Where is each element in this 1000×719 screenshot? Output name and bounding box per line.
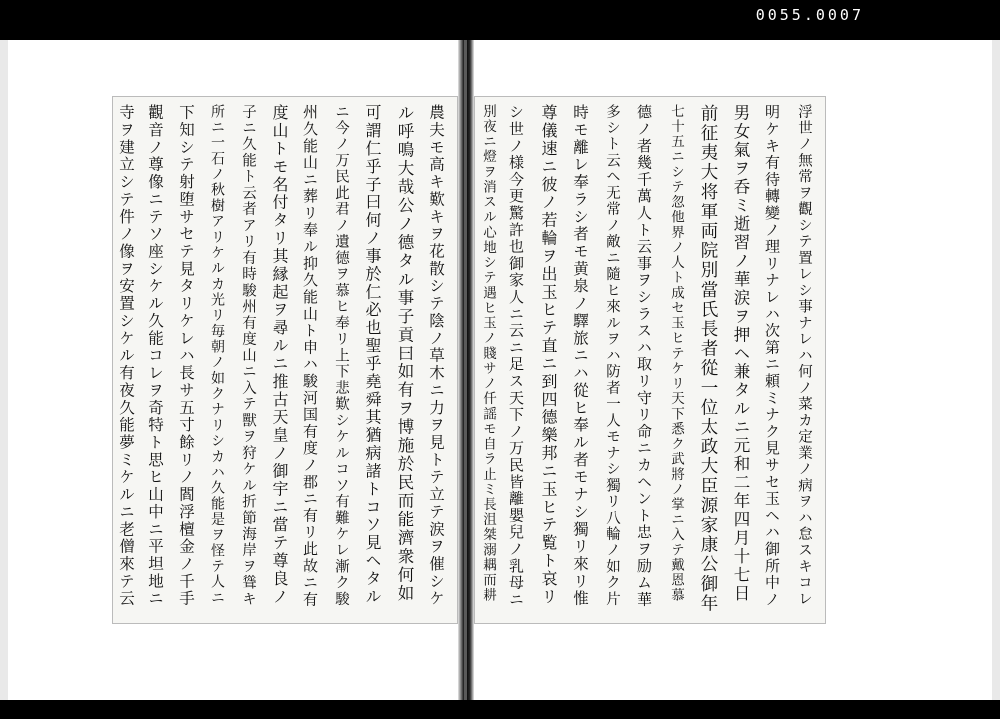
text-column: 七十五ニシテ忽他界ノ人ト成セ玉ヒテケリ天下悉ク武將ノ掌ニ入テ戴恩慕 xyxy=(668,104,684,603)
text-column: シ世ノ様今更驚許也御家人ニ云ニ足ス天下ノ万民皆離嬰兒ノ乳母ニ xyxy=(507,104,525,608)
text-column: 所ニ一石ノ秋樹アリケルカ光リ毎朝ノ如クナリシカハ久能是ヲ怪テ人ニ xyxy=(209,104,225,606)
text-column: 寺ヲ建立シテ件ノ像ヲ安置シケル有夜久能夢ミケルニ老僧來テ云 xyxy=(117,104,135,608)
frame-number: 0055.0007 xyxy=(755,6,864,24)
film-edge-right xyxy=(992,40,1000,700)
text-column: 別夜ニ燈ヲ消スル心地シテ遇ヒ玉ノ賤サノ仟謡モ自ラ止ミ長沮桀溺耦而耕 xyxy=(480,104,496,603)
text-column: 尊儀速ニ彼ノ若輪ヲ出玉ヒテ直ニ到四德樂邦ニ玉ヒテ覧ト哀リ xyxy=(539,104,558,606)
text-column: ル呼鳴大哉公ノ德タル事子貢曰如有ヲ博施於民而能濟衆何如 xyxy=(395,104,414,603)
text-column: 下知シテ射堕サセテ見タリケレハ長サ五寸餘リノ閻浮檀金ノ千手 xyxy=(177,104,195,608)
text-column: 農夫モ高キ歎キヲ花散シテ陰ノ草木ニ力ヲ見トテ立テ涙ヲ催シケ xyxy=(427,104,445,608)
text-column: 男女氣ヲ呑ミ逝習ノ華涙ヲ押ヘ兼タルニ元和二年四月十七日 xyxy=(731,104,750,603)
film-edge-left xyxy=(0,40,8,700)
book-binding xyxy=(458,40,474,700)
right-page xyxy=(474,96,826,624)
text-column: 可謂仁乎子曰何ノ事於仁必也聖乎堯舜其猶病諸トコソ見ヘタル xyxy=(363,104,382,606)
text-column: 時モ離レ奉ラシ者モ黄泉ノ驛旅ニハ從ヒ奉ル者モナシ獨リ來リ惟 xyxy=(571,104,589,608)
text-column: 觀音ノ尊像ニテソ座シケル久能コレヲ奇特ト思ヒ山中ニ平坦地ニ xyxy=(146,104,164,608)
text-column: 明ケキ有待轉變ノ理リナレハ次第ニ頼ミナク見サセ玉ヘハ御所中ノ xyxy=(763,104,781,608)
text-column: 前征夷大将軍両院別當氏長者從一位太政大臣源家康公御年 xyxy=(698,104,718,614)
text-column: 多シト云ヘ无常ノ敵ニ隨ヒ來ルヲハ防者一人モナシ獨リ八輪ノ如ク片 xyxy=(604,104,620,608)
text-column: 德ノ者幾千萬人ト云事ヲシラスハ取リ守リ命ニカヘント忠ヲ励ム華 xyxy=(635,104,653,608)
text-column: 度山トモ名付タリ其縁起ヲ尋ルニ推古天皇ノ御宇ニ當テ尊良ノ xyxy=(270,104,289,606)
text-column: 浮世ノ無常ヲ觀シテ置レシ事ナレハ何ノ菜カ定業ノ病ヲハ怠スキコレ xyxy=(796,104,812,608)
text-column: 子ニ久能ト云者アリ有時駿州有度山ニ入テ獸ヲ狩ケル折節海岸ヲ聳キ xyxy=(240,104,256,608)
text-column: ニ今ノ万民此君ノ遺德ヲ慕ヒ奉リ上下悲歎シケルコソ有難ケレ漸ク駿 xyxy=(333,104,349,608)
text-column: 州久能山ニ葬リ奉ル抑久能山ト申ハ駿河国有度ノ郡ニ有リ此故ニ有 xyxy=(301,104,319,608)
left-page xyxy=(112,96,458,624)
